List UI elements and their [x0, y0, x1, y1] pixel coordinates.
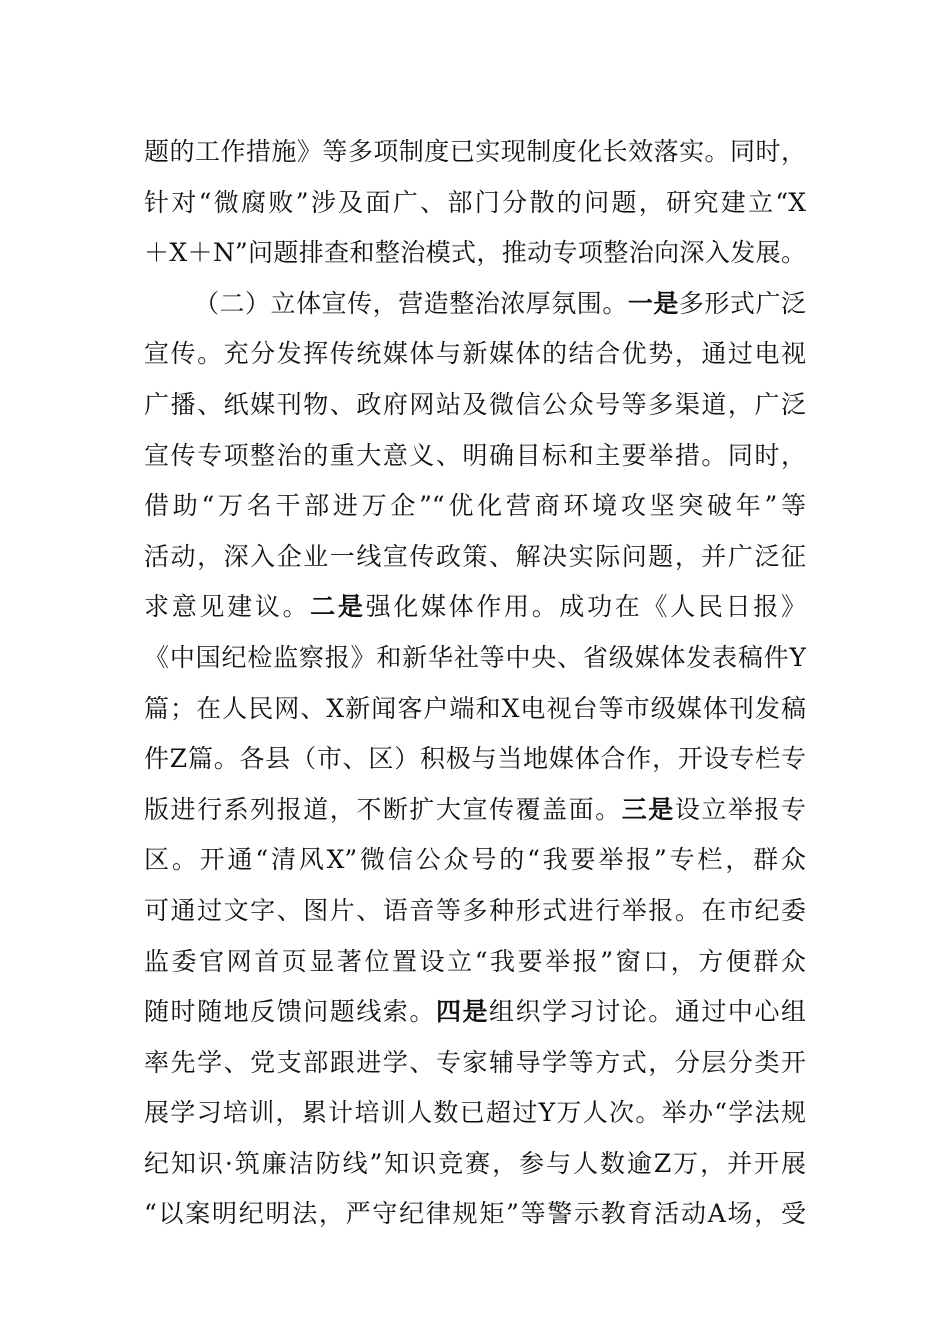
text-segment: 针对“微腐败”涉及面广、部门分散的问题，研究建立“X	[144, 187, 806, 217]
text-segment: 设立举报专	[674, 794, 806, 824]
text-segment: 宣传。充分发挥传统媒体与新媒体的结合优势，通过电视	[144, 339, 806, 369]
text-line	[144, 1189, 806, 1240]
text-segment: 《中国纪检监察报》和新华社等中央、省级媒体发表稿件Y	[144, 642, 806, 672]
text-line	[144, 684, 806, 735]
text-line	[144, 937, 806, 988]
text-segment: 件Z篇。各县（市、区）积极与当地媒体合作，开设专栏专	[144, 744, 806, 774]
text-segment: 求意见建议。	[144, 592, 311, 622]
text-line	[144, 1139, 806, 1190]
text-segment: 活动，深入企业一线宣传政策、解决实际问题，并广泛征	[144, 541, 806, 571]
text-segment: 可通过文字、图片、语音等多种形式进行举报。在市纪委	[144, 895, 806, 925]
text-segment: 展学习培训，累计培训人数已超过Y万人次。举办“学法规	[144, 1098, 806, 1128]
text-line	[144, 785, 806, 836]
bold-text-segment: 二是	[310, 592, 366, 622]
bold-text-segment: 一是	[627, 288, 679, 318]
text-line	[144, 228, 806, 279]
text-segment: 率先学、党支部跟进学、专家辅导学等方式，分层分类开	[144, 1047, 806, 1077]
text-line	[144, 431, 806, 482]
bold-text-segment: 四是	[435, 997, 490, 1027]
text-segment: 监委官网首页显著位置设立“我要举报”窗口，方便群众	[144, 946, 806, 976]
text-segment: “以案明纪明法，严守纪律规矩”等警示教育活动A场，受	[144, 1199, 806, 1229]
text-segment: 广播、纸媒刊物、政府网站及微信公众号等多渠道，广泛	[144, 389, 806, 419]
text-segment: 宣传专项整治的重大意义、明确目标和主要举措。同时，	[144, 440, 806, 470]
text-segment: ＋X＋N”问题排查和整治模式，推动专项整治向深入发展。	[144, 238, 806, 268]
document-body	[144, 127, 806, 1240]
text-line	[144, 481, 806, 532]
text-segment: 组织学习讨论。通过中心组	[489, 997, 806, 1027]
text-segment: 区。开通“清风X”微信公众号的“我要举报”专栏，群众	[144, 845, 806, 875]
text-line	[144, 127, 806, 178]
text-line	[144, 582, 806, 633]
text-segment: 借助“万名干部进万企”“优化营商环境攻坚突破年”等	[144, 491, 806, 521]
text-segment: 纪知识·筑廉洁防线”知识竞赛，参与人数逾Z万，并开展	[144, 1148, 806, 1178]
text-line	[144, 835, 806, 886]
text-line	[144, 279, 806, 330]
text-segment: （二）立体宣传，营造整治浓厚氛围。	[194, 288, 628, 318]
text-segment: 篇；在人民网、X新闻客户端和X电视台等市级媒体刊发稿	[144, 693, 806, 723]
text-line	[144, 380, 806, 431]
text-segment: 随时随地反馈问题线索。	[144, 997, 436, 1027]
text-line	[144, 734, 806, 785]
text-segment: 版进行系列报道，不断扩大宣传覆盖面。	[144, 794, 622, 824]
text-line	[144, 1038, 806, 1089]
text-line	[144, 633, 806, 684]
text-segment: 题的工作措施》等多项制度已实现制度化长效落实。同时，	[144, 137, 806, 166]
bold-text-segment: 三是	[621, 794, 675, 824]
text-segment: 强化媒体作用。成功在《人民日报》	[365, 592, 806, 622]
text-line	[144, 886, 806, 937]
text-line	[144, 532, 806, 583]
text-line	[144, 178, 806, 229]
text-line	[144, 329, 806, 380]
text-segment: 多形式广泛	[678, 288, 806, 318]
text-line	[144, 987, 806, 1038]
text-line	[144, 1088, 806, 1139]
